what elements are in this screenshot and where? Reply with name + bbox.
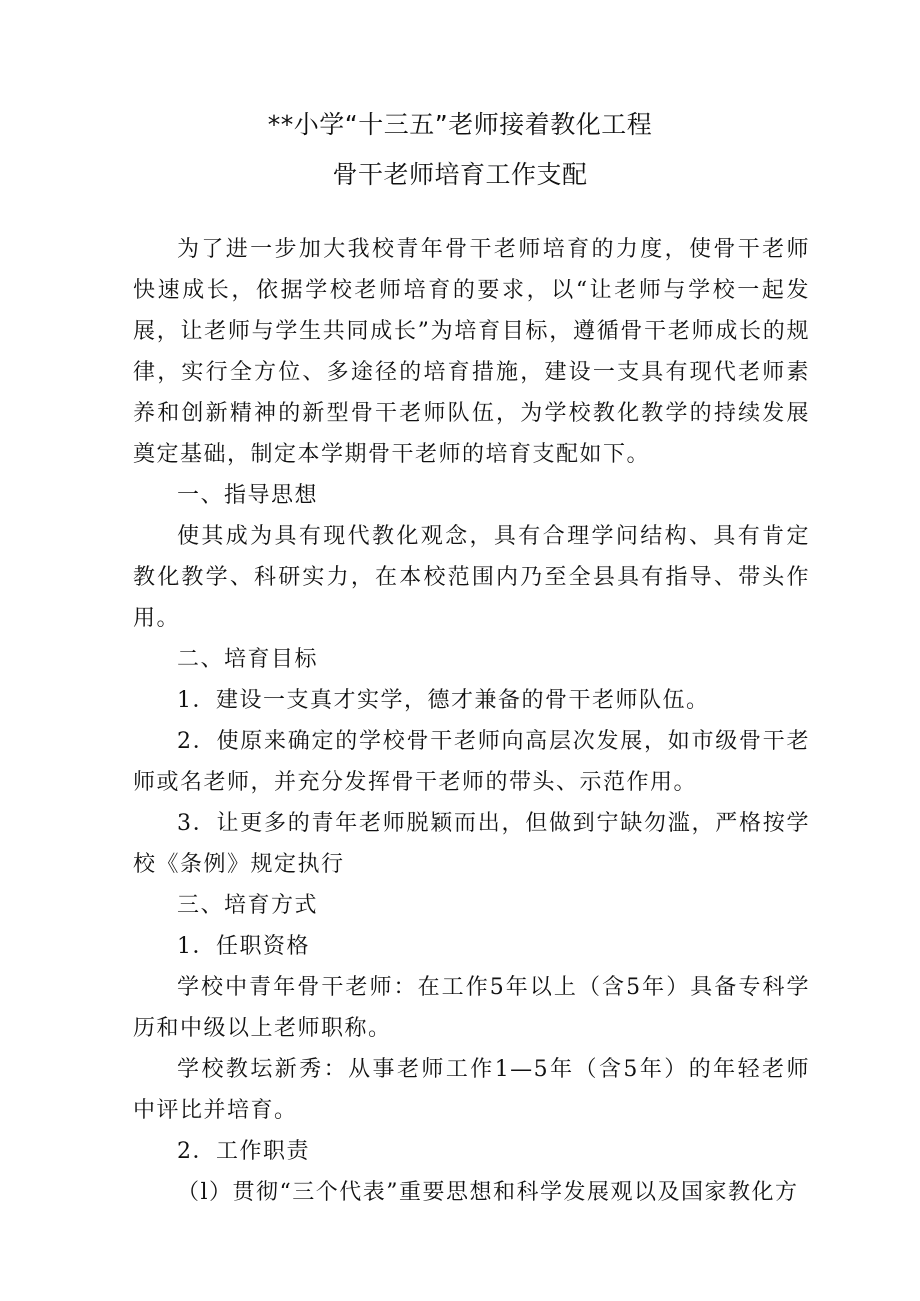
- subheading-duties: 2．工作职责: [177, 1139, 310, 1164]
- duty-item-1: （l）贯彻“三个代表”重要思想和科学发展观以及国家教化方: [177, 1180, 799, 1205]
- guiding-ideology-paragraph: 使其成为具有现代教化观念，具有合理学问结构、具有肯定教化教学、科研实力，在本校范围内乃至全县具有指导、带头作用。: [133, 524, 810, 631]
- section-heading-training-methods: 三、培育方式: [177, 893, 319, 918]
- document-title-line-1: **小学“十三五”老师接着教化工程: [267, 110, 653, 139]
- qualification-new-teacher: 学校教坛新秀：从事老师工作1—5年（含5年）的年轻老师中评比并培育。: [133, 1057, 810, 1123]
- training-goal-3: 3．让更多的青年老师脱颖而出，但做到宁缺勿滥，严格按学校《条例》规定执行: [133, 811, 810, 877]
- section-heading-training-goals: 二、培育目标: [177, 647, 319, 672]
- document-title-line-2: 骨干老师培育工作支配: [332, 160, 588, 189]
- document-body: [133, 229, 810, 1213]
- qualification-backbone-teacher: 学校中青年骨干老师：在工作5年以上（含5年）具备专科学历和中级以上老师职称。: [133, 975, 810, 1041]
- subheading-qualifications: 1．任职资格: [177, 934, 310, 959]
- intro-paragraph: 为了进一步加大我校青年骨干老师培育的力度，使骨干老师快速成长，依据学校老师培育的要求，以“让老师与学校一起发展，让老师与学生共同成长”为培育目标，遵循骨干老师成长的规律，实行全方位、多途径的培育措施，建设一支具有现代老师素养和创新精神的新型骨干老师队伍，为学校教化教学的持续发展奠定基础，制定本学期骨干老师的培育支配如下。: [133, 237, 810, 467]
- training-goal-2: 2．使原来确定的学校骨干老师向高层次发展，如市级骨干老师或名老师，并充分发挥骨干老师的带头、示范作用。: [133, 729, 810, 795]
- training-goal-1: 1．建设一支真才实学，德才兼备的骨干老师队伍。: [177, 688, 710, 713]
- section-heading-guiding-ideology: 一、指导思想: [177, 483, 319, 508]
